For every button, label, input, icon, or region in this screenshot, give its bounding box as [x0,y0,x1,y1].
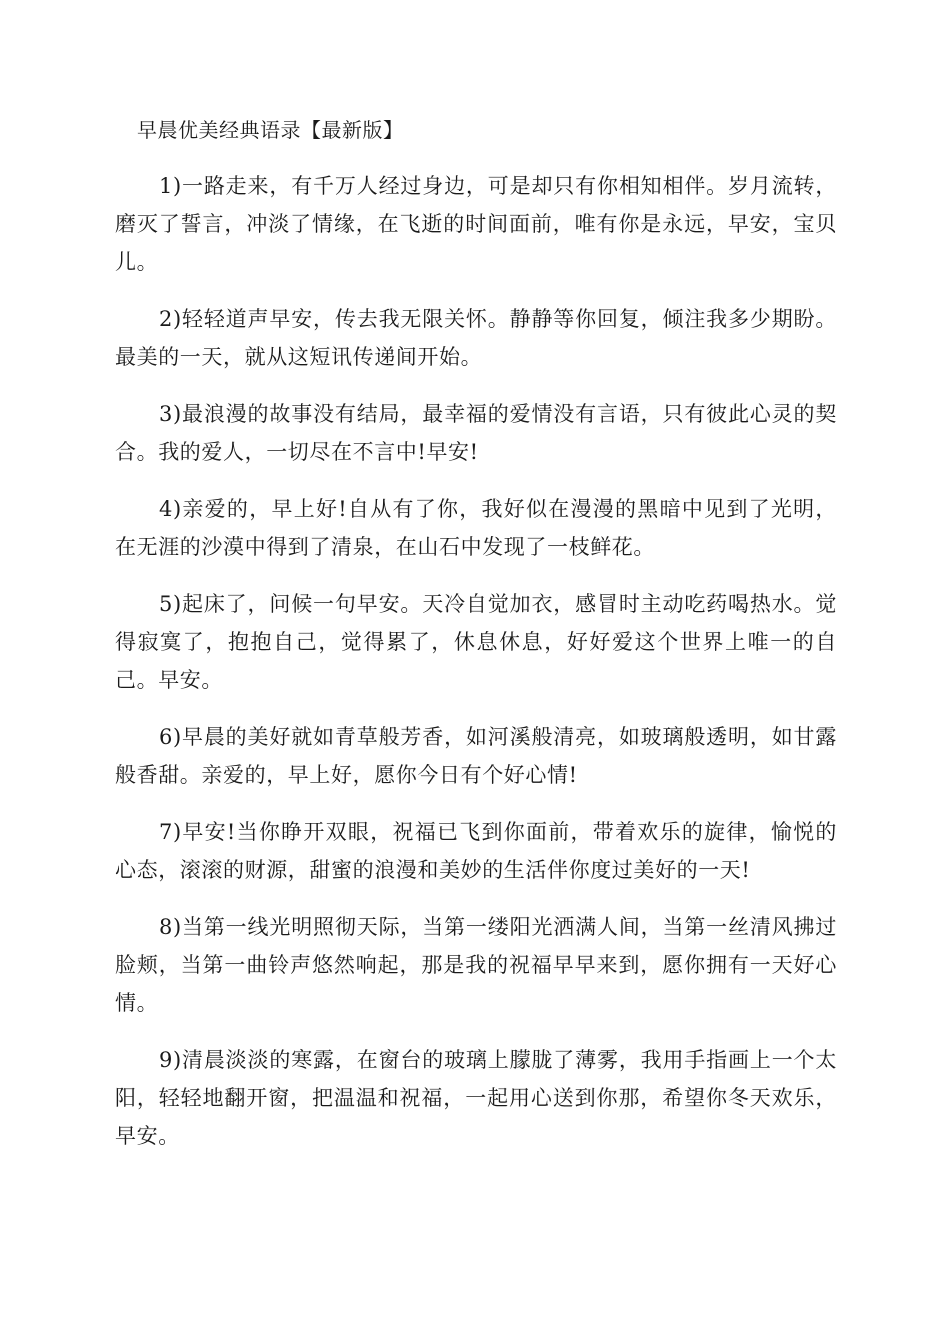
quote-item-5: 5)起床了，问候一句早安。天冷自觉加衣，感冒时主动吃药喝热水。觉得寂寞了，抱抱自己，觉得累了，休息休息，好好爱这个世界上唯一的自己。早安。 [115,592,837,692]
document-title: 早晨优美经典语录【最新版】 [137,118,404,142]
quote-list [115,167,837,1174]
quote-item-7: 7)早安!当你睁开双眼，祝福已飞到你面前，带着欢乐的旋律，愉悦的心态，滚滚的财源，甜蜜的浪漫和美妙的生活伴你度过美好的一天! [115,820,837,882]
quote-item-6: 6)早晨的美好就如青草般芳香，如河溪般清亮，如玻璃般透明，如甘露般香甜。亲爱的，早上好，愿你今日有个好心情! [115,725,837,787]
quote-item-9: 9)清晨淡淡的寒露，在窗台的玻璃上朦胧了薄雾，我用手指画上一个太阳，轻轻地翻开窗，把温温和祝福，一起用心送到你那，希望你冬天欢乐，早安。 [115,1048,837,1148]
quote-item-8: 8)当第一线光明照彻天际，当第一缕阳光洒满人间，当第一丝清风拂过脸颊，当第一曲铃声悠然响起，那是我的祝福早早来到，愿你拥有一天好心情。 [115,915,837,1015]
quote-item-3: 3)最浪漫的故事没有结局，最幸福的爱情没有言语，只有彼此心灵的契合。我的爱人，一切尽在不言中!早安! [115,402,837,464]
quote-item-1: 1)一路走来，有千万人经过身边，可是却只有你相知相伴。岁月流转，磨灭了誓言，冲淡了情缘，在飞逝的时间面前，唯有你是永远，早安，宝贝儿。 [115,174,837,274]
quote-item-4: 4)亲爱的，早上好!自从有了你，我好似在漫漫的黑暗中见到了光明，在无涯的沙漠中得到了清泉，在山石中发现了一枝鲜花。 [115,497,837,559]
quote-item-2: 2)轻轻道声早安，传去我无限关怀。静静等你回复，倾注我多少期盼。最美的一天，就从这短讯传递间开始。 [115,307,837,369]
